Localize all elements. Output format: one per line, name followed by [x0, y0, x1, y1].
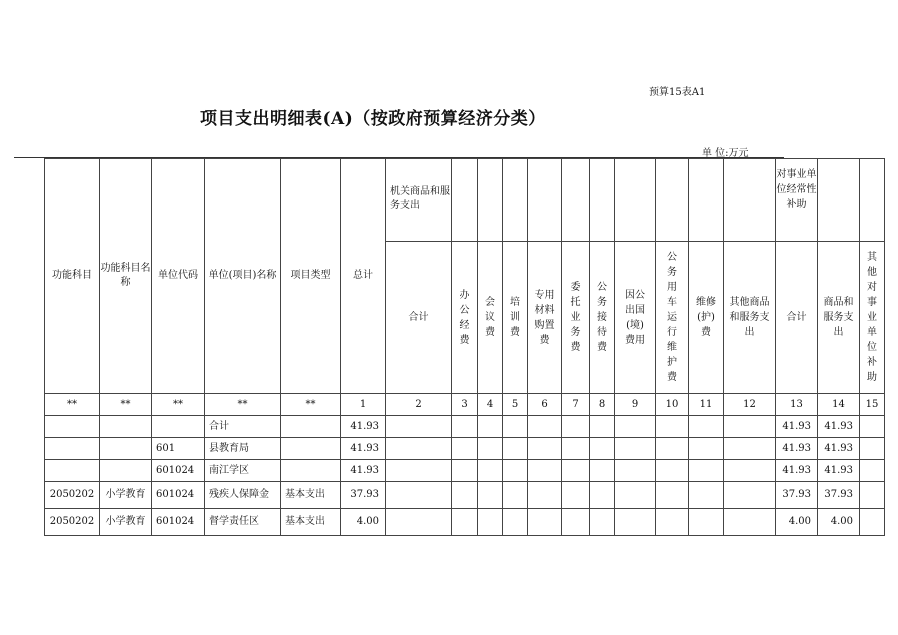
- cell-func-code: [45, 416, 100, 438]
- header-b-total: 合计: [776, 242, 818, 394]
- index-cell: 8: [590, 394, 615, 416]
- header-a-office: 办公经费: [452, 242, 478, 394]
- index-cell: 14: [818, 394, 860, 416]
- header-group-b: 对事业单位经常性补助: [776, 159, 818, 242]
- cell-project-type: [281, 416, 341, 438]
- cell-unit-name: 南江学区: [205, 460, 281, 482]
- cell-b-goods: 41.93: [818, 438, 860, 460]
- index-cell: **: [205, 394, 281, 416]
- table-row: [45, 460, 885, 482]
- unit-label: 单 位:万元: [702, 148, 749, 159]
- cell-project-type: 基本支出: [281, 482, 341, 509]
- table-row: [45, 438, 885, 460]
- index-cell: 15: [860, 394, 885, 416]
- cell-func-code: 2050202: [45, 482, 100, 509]
- cell-b-total: 41.93: [776, 416, 818, 438]
- index-cell: 12: [724, 394, 776, 416]
- table-row: [45, 509, 885, 536]
- header-total: 总计: [341, 159, 386, 394]
- cell-total: 4.00: [341, 509, 386, 536]
- header-a-materials: 专用材料购置费: [528, 242, 562, 394]
- header-group-a: 机关商品和服务支出: [386, 159, 452, 242]
- index-cell: 7: [562, 394, 590, 416]
- index-cell: 13: [776, 394, 818, 416]
- index-cell: 4: [478, 394, 503, 416]
- header-a-vehicle: 公务用车运行维护费: [656, 242, 689, 394]
- cell-func-name: 小学教育: [100, 482, 152, 509]
- cell-b-goods: 37.93: [818, 482, 860, 509]
- cell-b-total: 4.00: [776, 509, 818, 536]
- cell-unit-code: 601024: [152, 460, 205, 482]
- header-a-other: 其他商品和服务支出: [724, 242, 776, 394]
- cell-b-total: 41.93: [776, 438, 818, 460]
- cell-unit-name: 合计: [205, 416, 281, 438]
- cell-unit-code: 601024: [152, 509, 205, 536]
- header-unit-name: 单位(项目)名称: [205, 159, 281, 394]
- cell-project-type: 基本支出: [281, 509, 341, 536]
- header-a-meeting: 会议费: [478, 242, 503, 394]
- table-row: [45, 416, 885, 438]
- index-cell: 10: [656, 394, 689, 416]
- cell-func-name: [100, 460, 152, 482]
- index-cell: 1: [341, 394, 386, 416]
- table-row: [45, 482, 885, 509]
- index-cell: 5: [503, 394, 528, 416]
- header-a-training: 培训费: [503, 242, 528, 394]
- page-title: 项目支出明细表(A)（按政府预算经济分类）: [200, 109, 546, 129]
- cell-b-total: 37.93: [776, 482, 818, 509]
- header-unit-code: 单位代码: [152, 159, 205, 394]
- index-cell: 3: [452, 394, 478, 416]
- index-cell: 2: [386, 394, 452, 416]
- cell-project-type: [281, 438, 341, 460]
- cell-total: 41.93: [341, 438, 386, 460]
- index-cell: **: [152, 394, 205, 416]
- cell-total: 41.93: [341, 460, 386, 482]
- cell-func-code: [45, 460, 100, 482]
- cell-unit-name: 县教育局: [205, 438, 281, 460]
- index-cell: **: [281, 394, 341, 416]
- header-a-abroad: 因公出国(境)费用: [615, 242, 656, 394]
- index-row: [45, 394, 885, 416]
- cell-unit-code: 601: [152, 438, 205, 460]
- cell-unit-code: 601024: [152, 482, 205, 509]
- cell-b-goods: 41.93: [818, 416, 860, 438]
- header-b-goods: 商品和服务支出: [818, 242, 860, 394]
- form-code: 预算15表A1: [649, 87, 706, 98]
- index-cell: **: [45, 394, 100, 416]
- cell-unit-code: [152, 416, 205, 438]
- cell-func-code: [45, 438, 100, 460]
- cell-total: 41.93: [341, 416, 386, 438]
- expenditure-table: [44, 158, 885, 536]
- header-a-entrusted: 委托业务费: [562, 242, 590, 394]
- cell-b-goods: 4.00: [818, 509, 860, 536]
- index-cell: **: [100, 394, 152, 416]
- cell-unit-name: 残疾人保障金: [205, 482, 281, 509]
- index-cell: 9: [615, 394, 656, 416]
- header-a-total: 合计: [386, 242, 452, 394]
- header-a-reception: 公务接待费: [590, 242, 615, 394]
- cell-b-total: 41.93: [776, 460, 818, 482]
- cell-project-type: [281, 460, 341, 482]
- index-cell: 6: [528, 394, 562, 416]
- header-a-maintenance: 维修(护)费: [689, 242, 724, 394]
- index-cell: 11: [689, 394, 724, 416]
- cell-b-goods: 41.93: [818, 460, 860, 482]
- header-func-name: 功能科目名称: [100, 159, 152, 394]
- header-project-type: 项目类型: [281, 159, 341, 394]
- cell-func-name: 小学教育: [100, 509, 152, 536]
- header-c-other: 其他对事业单位补助: [860, 242, 885, 394]
- cell-func-name: [100, 416, 152, 438]
- cell-func-code: 2050202: [45, 509, 100, 536]
- header-func-code: 功能科目: [45, 159, 100, 394]
- cell-total: 37.93: [341, 482, 386, 509]
- cell-func-name: [100, 438, 152, 460]
- cell-unit-name: 督学责任区: [205, 509, 281, 536]
